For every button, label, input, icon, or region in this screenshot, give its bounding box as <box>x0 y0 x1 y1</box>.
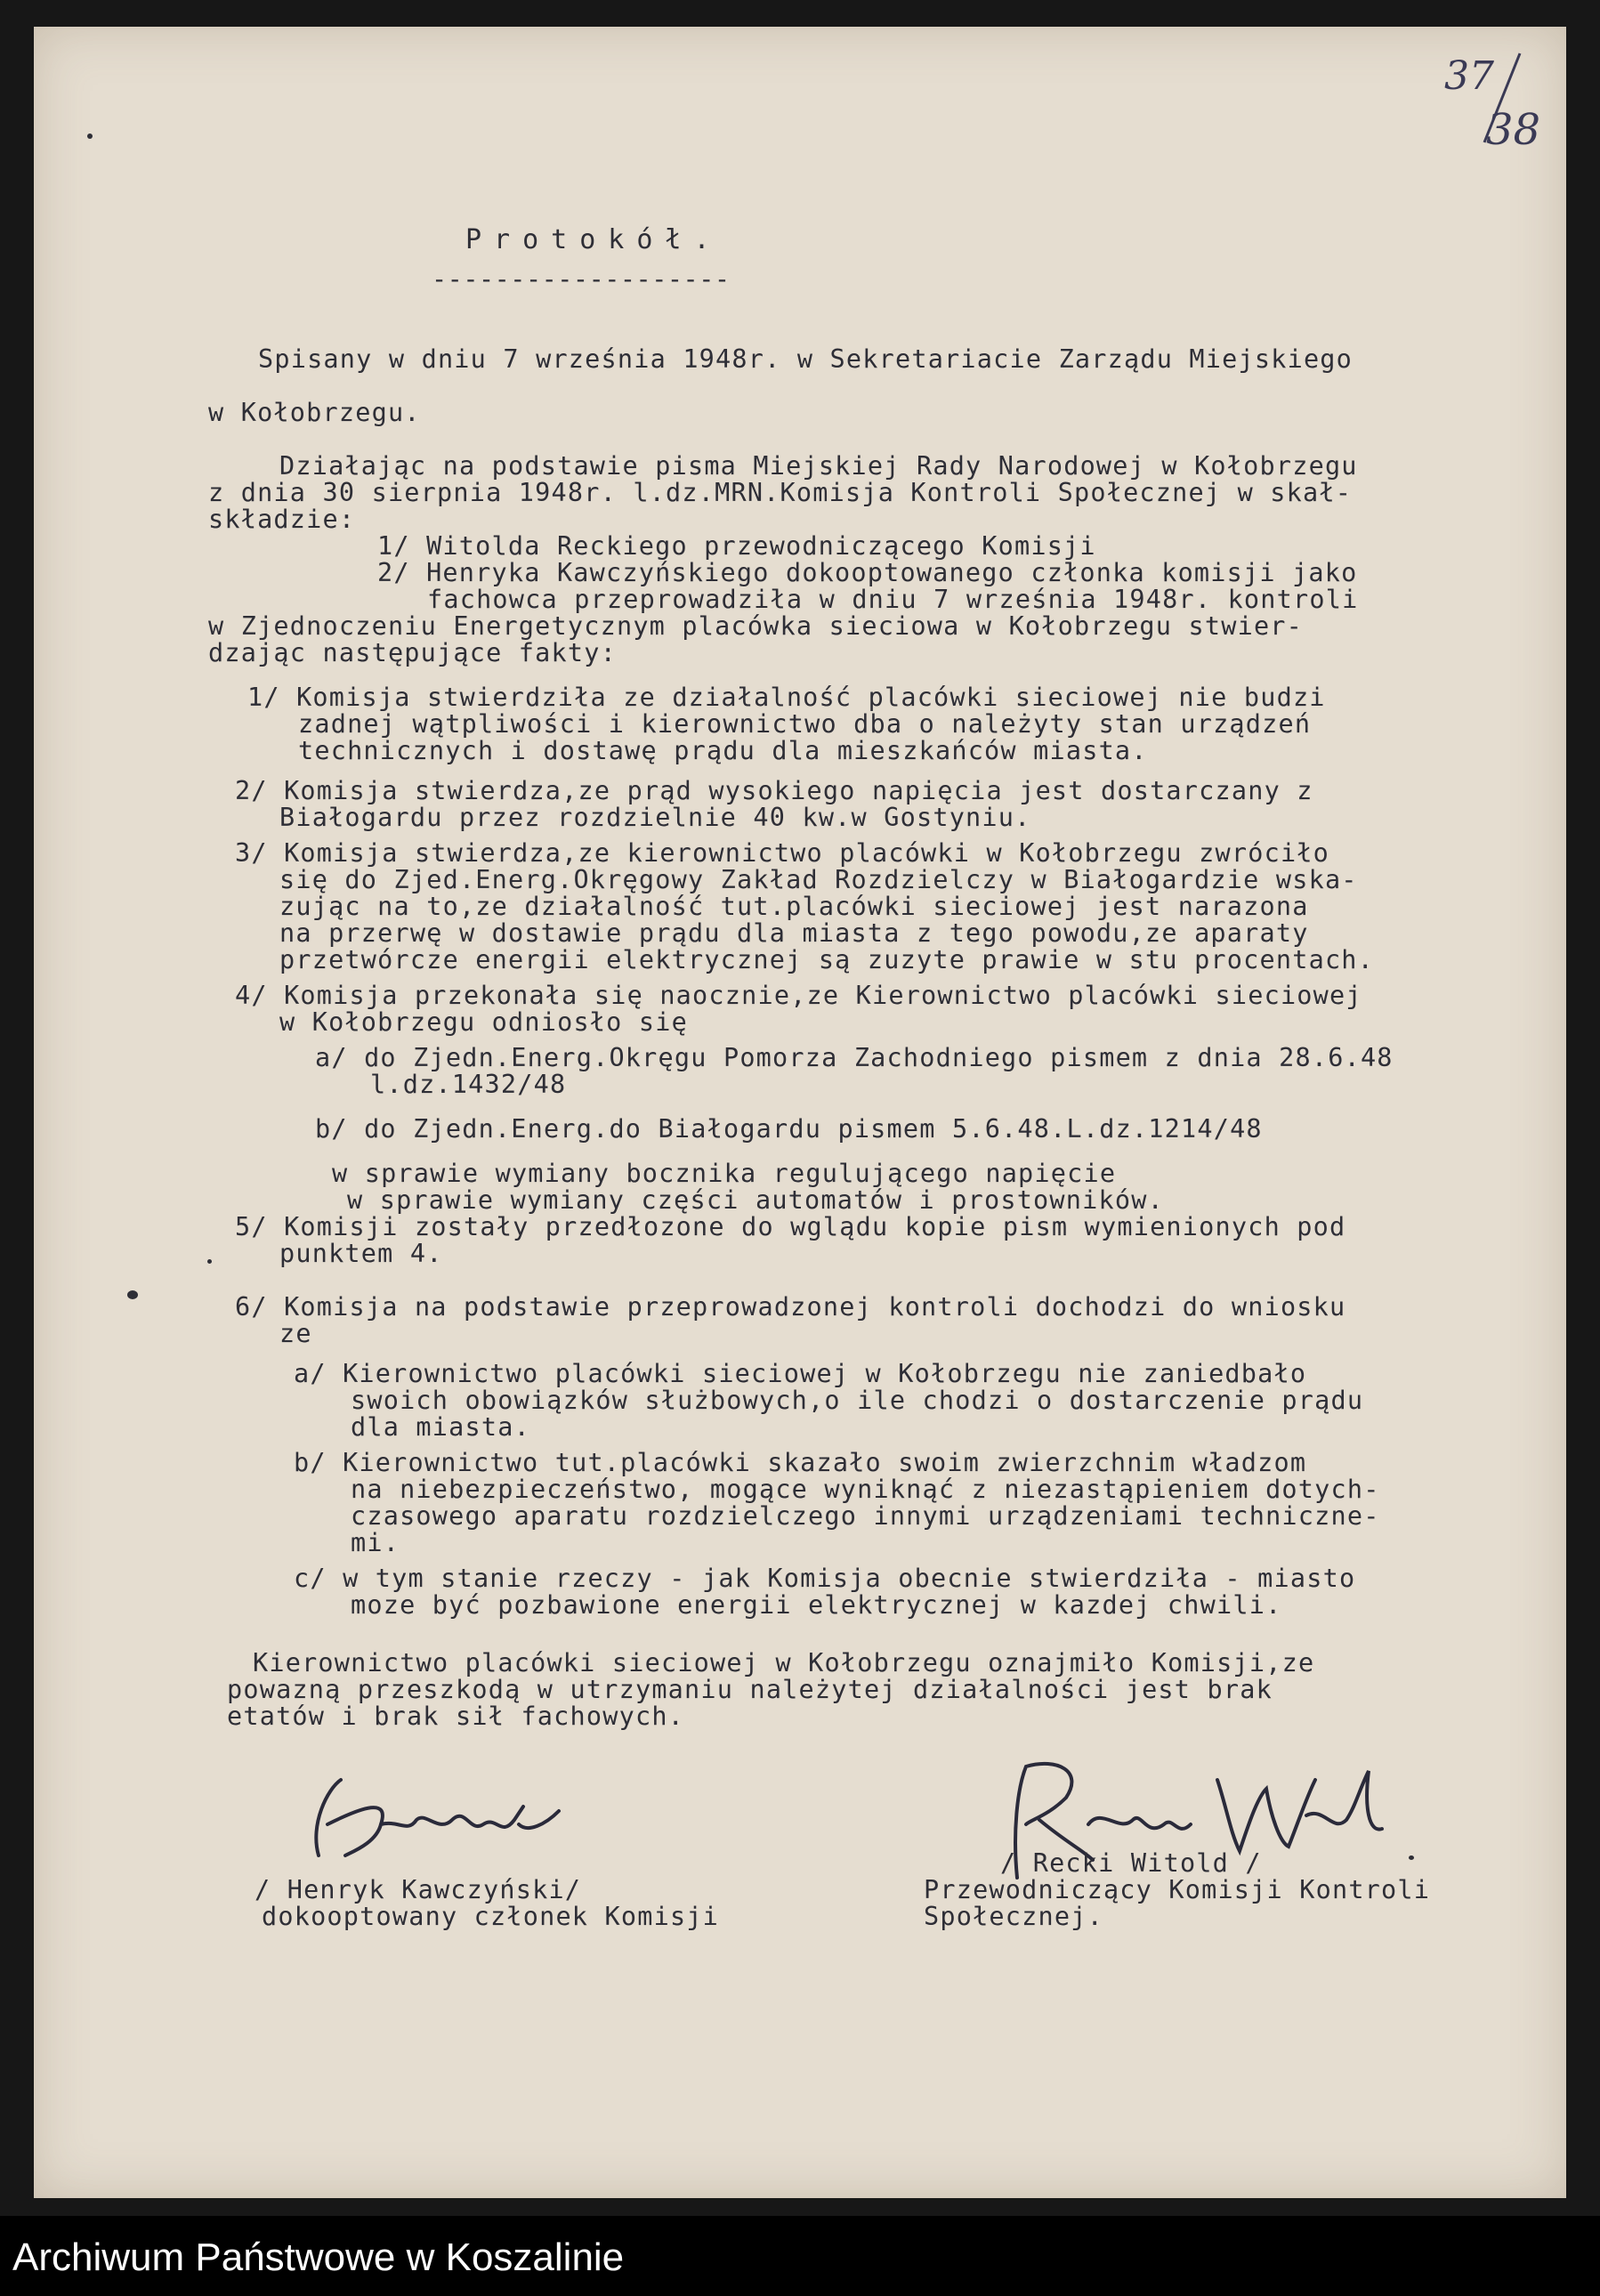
page-number-new: 38 <box>1486 105 1541 155</box>
text-line: składzie: <box>208 505 356 534</box>
text-line: technicznych i dostawę prądu dla mieszkańców miasta. <box>298 736 1148 765</box>
text-line: 6/ Komisja na podstawie przeprowadzonej kontroli dochodzi do wniosku <box>235 1292 1346 1322</box>
page-number-strike <box>1467 44 1538 151</box>
text-line: Spisany w dniu 7 września 1948r. w Sekretariacie Zarządu Miejskiego <box>258 344 1354 374</box>
paper-speck <box>1409 1855 1414 1860</box>
text-line: zując na to,ze działalność tut.placówki sieciowej jest narazona <box>279 892 1309 921</box>
text-line: się do Zjed.Energ.Okręgowy Zakład Rozdzielczy w Białogardzie wska- <box>279 865 1358 894</box>
text-line: a/ Kierownictwo placówki sieciowej w Kołobrzegu nie zaniedbało <box>294 1359 1307 1388</box>
text-line: 5/ Komisji zostały przedłozone do wglądu kopie pism wymienionych pod <box>235 1212 1346 1241</box>
text-line: ze <box>279 1319 312 1348</box>
signature-name-right: / Recki Witold / <box>1000 1848 1262 1878</box>
text-line: b/ do Zjedn.Energ.do Białogardu pismem 5.6.48.L.dz.1214/48 <box>315 1114 1263 1144</box>
page-number-old: 37 <box>1444 53 1494 99</box>
text-line: na niebezpieczeństwo, mogące wyniknąć z niezastąpieniem dotych- <box>351 1475 1380 1504</box>
signature-role-left: dokooptowany członek Komisji <box>262 1902 720 1931</box>
document-title: Protokół. <box>465 224 723 255</box>
text-line: l.dz.1432/48 <box>370 1070 567 1099</box>
text-line: 3/ Komisja stwierdza,ze kierownictwo placówki w Kołobrzegu zwróciło <box>235 838 1330 868</box>
text-line: c/ w tym stanie rzeczy - jak Komisja obecnie stwierdziła - miasto <box>294 1564 1356 1593</box>
text-line: w sprawie wymiany części automatów i prostowników. <box>347 1185 1164 1215</box>
text-line: w Zjednoczeniu Energetycznym placówka sieciowa w Kołobrzegu stwier- <box>208 611 1304 641</box>
text-line: punktem 4. <box>279 1239 443 1268</box>
title-underline: ------------------- <box>432 264 731 294</box>
text-line: 1/ Witolda Reckiego przewodniczącego Komisji <box>377 531 1096 561</box>
text-line: 1/ Komisja stwierdziła ze działalność placówki sieciowej nie budzi <box>247 683 1326 712</box>
text-line: moze być pozbawione energii elektrycznej w kazdej chwili. <box>351 1590 1282 1620</box>
text-line: 2/ Henryka Kawczyńskiego dokooptowanego członka komisji jako <box>377 558 1358 587</box>
text-line: etatów i brak sił fachowych. <box>227 1702 685 1731</box>
text-line: a/ do Zjedn.Energ.Okręgu Pomorza Zachodniego pismem z dnia 28.6.48 <box>315 1043 1394 1072</box>
text-line: 4/ Komisja przekonała się naocznie,ze Kierownictwo placówki sieciowej <box>235 981 1362 1010</box>
text-line: czasowego aparatu rozdzielczego innymi urządzeniami techniczne- <box>351 1501 1380 1531</box>
text-line: w Kołobrzegu. <box>208 398 421 427</box>
signature-role-right-cont: Społecznej. <box>924 1902 1103 1931</box>
archive-footer <box>0 2216 1600 2296</box>
text-line: mi. <box>351 1528 400 1557</box>
text-line: przetwórcze energii elektrycznej są zuzyte prawie w stu procentach. <box>279 945 1375 974</box>
text-line: w sprawie wymiany bocznika regulującego napięcie <box>332 1159 1117 1188</box>
text-line: w Kołobrzegu odniosło się <box>279 1007 688 1037</box>
text-line: Kierownictwo placówki sieciowej w Kołobrzegu oznajmiło Komisji,ze <box>253 1648 1315 1678</box>
text-line: z dnia 30 sierpnia 1948r. l.dz.MRN.Komisja Kontroli Społecznej w skał- <box>208 478 1353 507</box>
signature-role-right: Przewodniczący Komisji Kontroli <box>924 1875 1431 1904</box>
paper-speck <box>127 1290 138 1299</box>
text-line: powazną przeszkodą w utrzymaniu należytej działalności jest brak <box>227 1675 1273 1704</box>
text-line: na przerwę w dostawie prądu dla miasta z tego powodu,ze aparaty <box>279 918 1309 948</box>
paper-speck <box>87 133 93 139</box>
text-line: swoich obowiązków służbowych,o ile chodzi o dostarczenie prądu <box>351 1386 1364 1415</box>
document-page <box>34 27 1566 2198</box>
text-line: Białogardu przez rozdzielnie 40 kw.w Gostyniu. <box>279 803 1031 832</box>
signature-name-left: / Henryk Kawczyński/ <box>255 1875 582 1904</box>
text-line: zadnej wątpliwości i kierownictwo dba o należyty stan urządzeń <box>298 709 1312 739</box>
text-line: Działając na podstawie pisma Miejskiej Rady Narodowej w Kołobrzegu <box>279 451 1358 481</box>
text-line: b/ Kierownictwo tut.placówki skazało swoim zwierzchnim władzom <box>294 1448 1307 1477</box>
paper-speck <box>207 1259 212 1264</box>
text-line: fachowca przeprowadziła w dniu 7 września 1948r. kontroli <box>427 585 1359 614</box>
signature-kawczynski <box>292 1771 577 1887</box>
text-line: 2/ Komisja stwierdza,ze prąd wysokiego napięcia jest dostarczany z <box>235 776 1313 805</box>
text-line: dla miasta. <box>351 1412 530 1442</box>
text-line: dzając następujące fakty: <box>208 638 617 667</box>
archive-label: Archiwum Państwowe w Koszalinie <box>12 2235 625 2279</box>
